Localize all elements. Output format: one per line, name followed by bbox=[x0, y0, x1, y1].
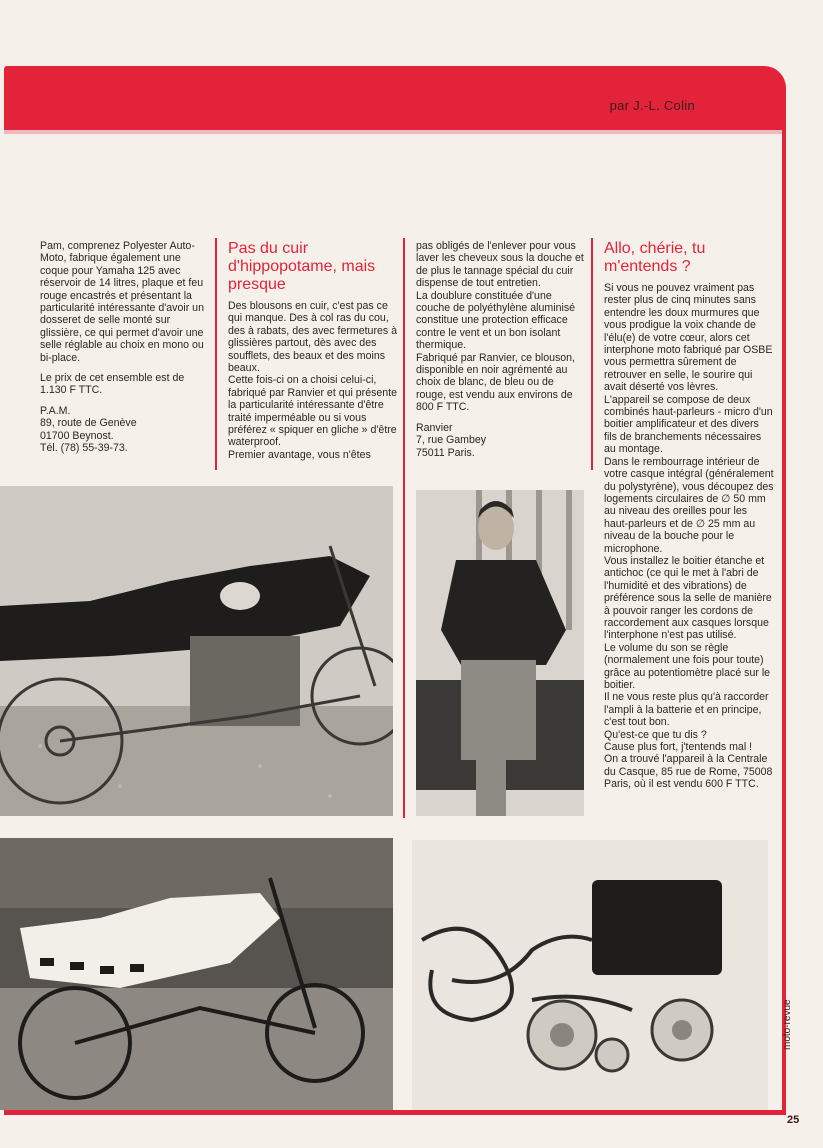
paragraph: Dans le rembourrage intérieur de votre casque intégral (généralement du polystyrène), vous découpez des logements circulaires de ∅ 50 mm au niveau des oreilles pour les haut-parleurs et de ∅ 25 mm au niveau de la bouche pour le microphone. bbox=[604, 455, 774, 555]
section-heading: Allo, chérie, tu m'entends ? bbox=[604, 240, 706, 275]
address-street: 7, rue Gambey bbox=[416, 434, 487, 447]
photo-white-motorcycle bbox=[0, 838, 393, 1110]
paragraph: pas obligés de l'enlever pour vous laver les cheveux sous la douche et de plus le tannage spécial du cuir dispense de tout entretien. bbox=[416, 240, 584, 290]
address-name: P.A.M. bbox=[40, 404, 71, 417]
paragraph: L'appareil se compose de deux combinés haut-parleurs - micro d'un boitier amplificateur et des divers fils de branchements nécessaires au montage. bbox=[604, 393, 773, 456]
column-divider bbox=[591, 238, 593, 470]
address-city: 01700 Beynost. bbox=[40, 429, 114, 442]
frame-right-line bbox=[782, 130, 786, 1110]
article-column-4 bbox=[604, 240, 774, 791]
paragraph: La doublure constituée d'une couche de polyéthylène aluminisé constitue une protection efficace contre le vent et un bon isolant thermique. bbox=[416, 289, 576, 352]
paragraph: On a trouvé l'appareil à la Centrale du Casque, 85 rue de Rome, 75008 Paris, où il est vendu 600 F TTC. bbox=[604, 753, 773, 791]
photo-intercom bbox=[412, 840, 768, 1110]
address-phone: Tél. (78) 55-39-73. bbox=[40, 442, 128, 455]
paragraph: Il ne vous reste plus qu'à raccorder l'ampli à la batterie et en principe, c'est tout bon. bbox=[604, 691, 769, 729]
paragraph: Qu'est-ce que tu dis ? bbox=[604, 728, 707, 741]
photo-leather-jacket bbox=[416, 490, 584, 816]
address-city: 75011 Paris. bbox=[416, 446, 475, 459]
paragraph: Des blousons en cuir, c'est pas ce qui manque. Des à col ras du cou, des à rabats, des avec fermetures à glissières partout, dès avec des soufflets, des beaux et des moins beaux. bbox=[228, 300, 397, 375]
paragraph: Premier avantage, vous n'êtes bbox=[228, 448, 371, 461]
magazine-name: moto-revue bbox=[782, 999, 793, 1050]
paragraph: Vous installez le boitier étanche et antichoc (ce qui le met à l'abri de l'humidité et des vibrations) de préférence sous la selle de manière à pouvoir ranger les cordons de raccordement aux casques lorsque l'interphone n'est pas utilisé. bbox=[604, 554, 772, 642]
paragraph: Cause plus fort, j'tentends mal ! bbox=[604, 741, 753, 754]
paragraph: Cette fois-ci on a choisi celui-ci, fabriqué par Ranvier et qui présente la particularité intéressante d'être traité imperméable ou si vous préférez « spiquer en gliche » d'être waterproof. bbox=[228, 374, 398, 449]
paragraph: Pam, comprenez Polyester Auto-Moto, fabrique également une coque pour Yamaha 125 avec réservoir de 14 litres, plaque et feu rouge encastrés et présentant la particularité intéressante d'avoir un dosseret de selle monté sur glissière, ce qui permet d'avoir une selle réglable au choix en mono ou bi-place. bbox=[40, 240, 204, 364]
column-divider bbox=[215, 238, 217, 470]
paragraph: Le prix de cet ensemble est de 1.130 F TTC. bbox=[40, 372, 185, 397]
article-column-1 bbox=[40, 240, 210, 463]
paragraph: Si vous ne pouvez vraiment pas rester plus de cinq minutes sans entendre les doux murmures que vous prodigue la voix chande de l'élu(e) de votre cœur, alors cet interphone moto fabriqué par OSBE vous permettra sûrement de retrouver en selle, le sourire qui avait déserté vos lèvres. bbox=[604, 282, 773, 394]
frame-top-line bbox=[4, 130, 786, 134]
photo-dark-motorcycle bbox=[0, 486, 393, 816]
page-number: 25 bbox=[787, 1114, 800, 1126]
paragraph: Fabriqué par Ranvier, ce blouson, disponible en noir agrémenté au choix de blanc, de bleu ou de rouge, est vendu aux environs de 800 F TTC. bbox=[416, 351, 575, 414]
paragraph: Le volume du son se règle (normalement une fois pour toute) grâce au potentiomètre placé sur le boitier. bbox=[604, 641, 771, 691]
column-divider bbox=[403, 238, 405, 818]
frame-bottom-line bbox=[4, 1110, 786, 1115]
address-name: Ranvier bbox=[416, 421, 453, 434]
section-heading: Pas du cuir d'hippopotame, mais presque bbox=[228, 240, 376, 293]
article-column-2 bbox=[228, 240, 398, 461]
address-street: 89, route de Genève bbox=[40, 417, 137, 430]
byline: par J.-L. Colin bbox=[609, 98, 695, 113]
article-column-3 bbox=[416, 240, 584, 459]
